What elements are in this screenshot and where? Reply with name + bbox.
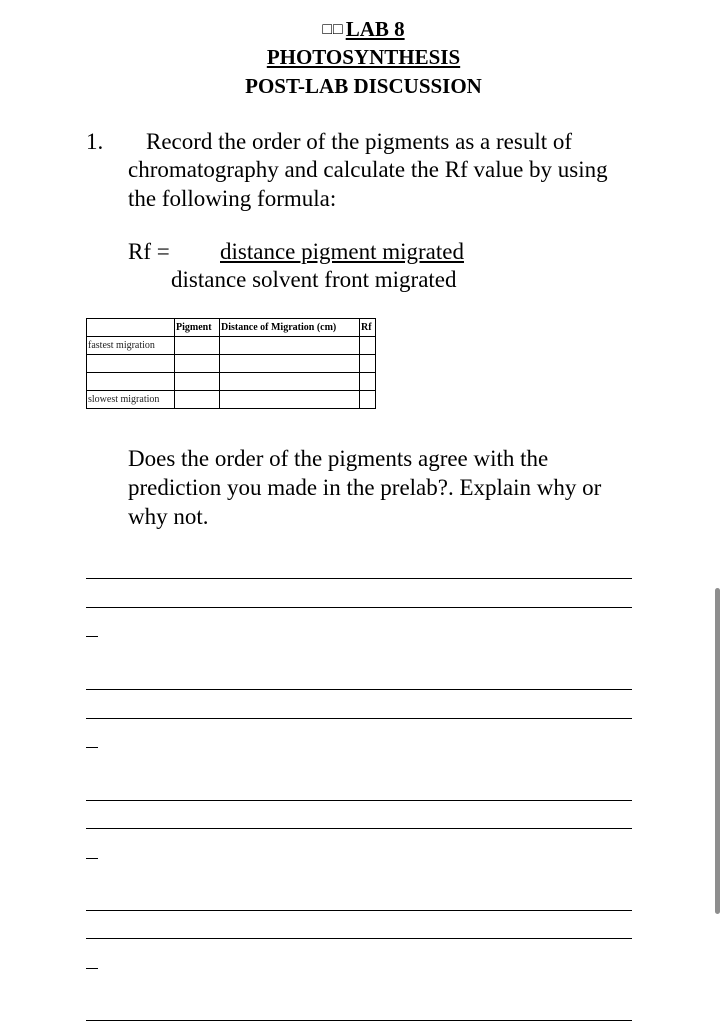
followup-line-1: Does the order of the pigments agree with the [128, 446, 549, 471]
section-title: POST-LAB DISCUSSION [245, 74, 482, 98]
table-header-pigment: Pigment [175, 319, 220, 337]
lab-subtitle: PHOTOSYNTHESIS [266, 45, 461, 69]
distance-cell[interactable] [220, 373, 360, 391]
answer-line[interactable] [86, 689, 632, 690]
rf-cell[interactable] [360, 391, 376, 409]
table-row [87, 373, 376, 391]
lab-number: LAB 8 [345, 17, 405, 41]
missing-glyph-boxes: □□ [322, 21, 344, 38]
followup-line-3: why not. [128, 504, 209, 529]
pigment-cell[interactable] [175, 337, 220, 355]
answer-line[interactable] [86, 910, 632, 911]
pigment-table [86, 318, 376, 409]
row-label [87, 355, 175, 373]
formula-numerator: distance pigment migrated [220, 239, 464, 264]
pigment-cell[interactable] [175, 391, 220, 409]
question-line-1: Record the order of the pigments as a result of [146, 129, 573, 154]
table-row [87, 337, 376, 355]
distance-cell[interactable] [220, 337, 360, 355]
formula-denominator: distance solvent front migrated [171, 267, 457, 292]
question-line-3: the following formula: [128, 186, 337, 211]
formula-lhs: Rf = [128, 239, 170, 264]
vertical-scrollbar[interactable] [715, 588, 720, 914]
pigment-cell[interactable] [175, 355, 220, 373]
followup-line-2: prediction you made in the prelab?. Explain why or [128, 475, 602, 500]
row-label-slowest: slowest migration [87, 391, 175, 409]
distance-cell[interactable] [220, 355, 360, 373]
answer-line-stub [86, 747, 98, 748]
rf-cell[interactable] [360, 373, 376, 391]
question-line-2: chromatography and calculate the Rf value by using [128, 157, 608, 182]
answer-line[interactable] [86, 578, 632, 579]
answer-line-stub [86, 636, 98, 637]
answer-line[interactable] [86, 607, 632, 608]
rf-cell[interactable] [360, 337, 376, 355]
answer-line[interactable] [86, 938, 632, 939]
answer-line[interactable] [86, 1020, 632, 1021]
row-label [87, 373, 175, 391]
answer-line-stub [86, 858, 98, 859]
table-header-blank [87, 319, 175, 337]
row-label-fastest: fastest migration [87, 337, 175, 355]
table-header-row [87, 319, 376, 337]
distance-cell[interactable] [220, 391, 360, 409]
answer-line-stub [86, 968, 98, 969]
question-number: 1. [86, 129, 104, 154]
answer-line[interactable] [86, 828, 632, 829]
answer-line[interactable] [86, 800, 632, 801]
answer-line[interactable] [86, 718, 632, 719]
table-row [87, 355, 376, 373]
table-row [87, 391, 376, 409]
lab-title [0, 19, 727, 40]
table-header-distance: Distance of Migration (cm) [220, 319, 360, 337]
table-header-rf: Rf [360, 319, 376, 337]
rf-cell[interactable] [360, 355, 376, 373]
pigment-cell[interactable] [175, 373, 220, 391]
